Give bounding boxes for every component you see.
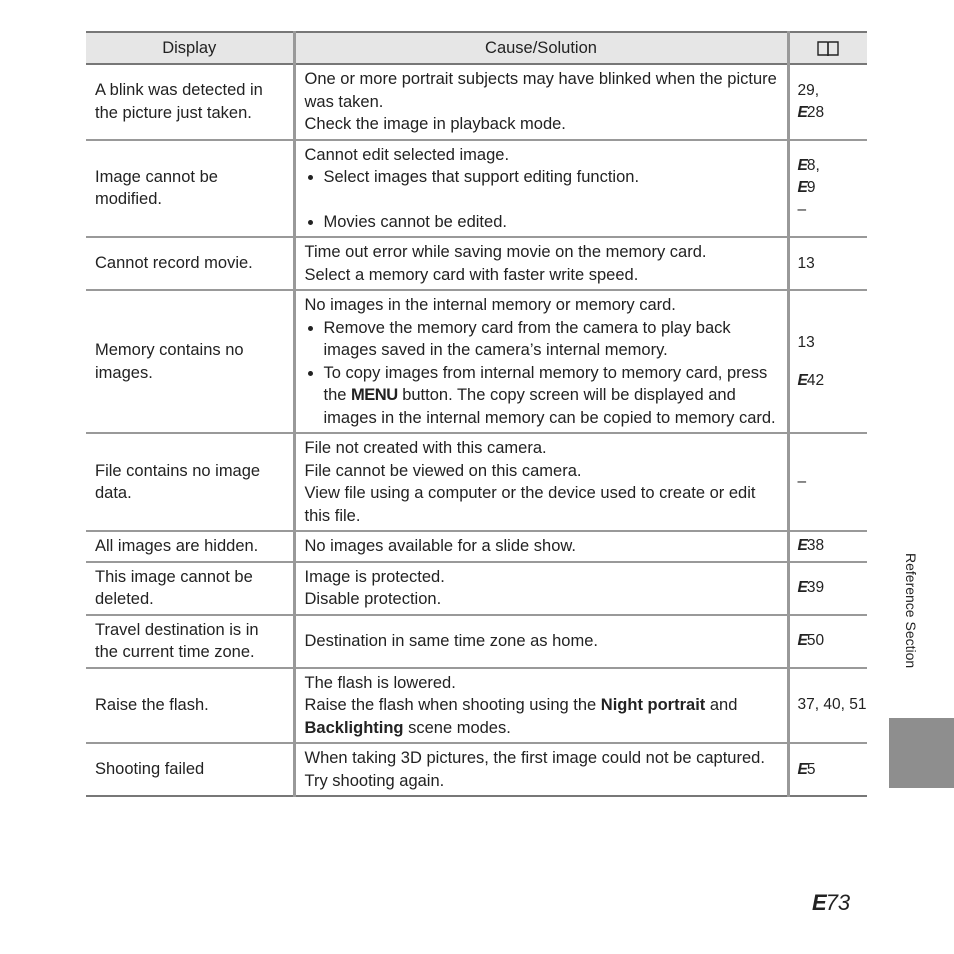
display-cell: File contains no image data. — [86, 433, 294, 531]
bullet-item: Movies cannot be edited. — [305, 211, 779, 234]
reference-line — [798, 759, 860, 781]
menu-button-label: MENU — [351, 386, 398, 404]
cause-text: Check the image in playback mode. — [304, 115, 566, 133]
reference-cell — [788, 743, 867, 796]
cause-text: No images available for a slide show. — [304, 537, 576, 555]
cause-text: The flash is lowered. — [304, 673, 456, 692]
cause-text: View file using a computer or the device used to create or edit this file. — [304, 484, 756, 525]
header-reference — [788, 32, 867, 64]
reference-line: 37, 40, 51 — [797, 696, 867, 714]
cause-text: Time out error while saving movie on the memory card. — [304, 243, 707, 261]
reference-cell — [788, 531, 867, 562]
reference-line — [798, 370, 860, 392]
table-row — [86, 433, 867, 531]
header-cause-solution: Cause/Solution — [294, 32, 788, 64]
cause-cell — [294, 64, 788, 140]
reference-page: 39 — [806, 579, 825, 596]
display-cell: Image cannot be modified. — [86, 140, 294, 238]
reference-cell — [788, 433, 867, 531]
spacer — [305, 189, 779, 211]
reference-line: – — [797, 473, 807, 490]
display-cell: A blink was detected in the picture just taken. — [86, 64, 294, 140]
cause-cell — [294, 237, 788, 290]
e-section-icon: E — [797, 103, 807, 121]
table-row — [86, 615, 867, 668]
reference-page: 28 — [806, 103, 825, 121]
text-run: To copy images from internal memory to memory card, press the — [323, 363, 768, 404]
cause-text: File not created with this camera. — [304, 439, 547, 457]
table-row — [86, 562, 867, 615]
display-cell: Travel destination is in the current time zone. — [86, 615, 294, 668]
reference-page: 42 — [806, 371, 825, 389]
display-cell: All images are hidden. — [86, 531, 294, 562]
e-section-icon: E — [797, 371, 807, 389]
reference-cell — [788, 290, 867, 433]
bold-term: Night portrait — [600, 696, 706, 714]
cause-cell — [294, 290, 788, 433]
display-cell: Cannot record movie. — [86, 237, 294, 290]
e-section-icon: E — [797, 632, 807, 649]
table-row — [86, 237, 867, 290]
reference-cell — [788, 237, 867, 290]
reference-line — [798, 577, 860, 599]
reference-line: 29, — [797, 81, 820, 99]
e-section-icon: E — [797, 537, 807, 555]
reference-page: 8, — [806, 157, 820, 175]
reference-line: – — [797, 201, 807, 219]
cause-text: Destination in same time zone as home. — [304, 631, 598, 650]
reference-cell — [788, 562, 867, 615]
text-run: scene modes. — [403, 718, 511, 737]
display-cell: Shooting failed — [86, 743, 294, 796]
table-row — [86, 290, 867, 433]
section-tab — [889, 718, 954, 788]
e-section-icon: E — [797, 760, 807, 778]
reference-line — [798, 155, 860, 177]
table-row — [86, 140, 867, 238]
cause-cell — [294, 433, 788, 531]
bullet-item: Select images that support editing function. — [305, 166, 779, 189]
cause-cell — [294, 668, 788, 744]
reference-cell — [788, 64, 867, 140]
display-cell: Raise the flash. — [86, 668, 294, 744]
bold-term: Backlighting — [304, 718, 404, 737]
text-run: Raise the flash when shooting using the — [304, 696, 601, 714]
reference-line — [798, 102, 860, 124]
reference-page: 50 — [806, 632, 825, 649]
e-section-icon: E — [812, 890, 826, 915]
book-icon — [816, 40, 840, 57]
cause-text: File cannot be viewed on this camera. — [304, 461, 582, 480]
bullet-item: Remove the memory card from the camera to play back images saved in the camera’s internal memory. — [305, 317, 779, 362]
cause-text: No images in the internal memory or memory card. — [304, 296, 676, 314]
cause-cell — [294, 531, 788, 562]
cause-text: Disable protection. — [304, 590, 442, 608]
reference-line — [798, 535, 860, 557]
e-section-icon: E — [797, 579, 807, 596]
text-run: and — [705, 696, 738, 714]
reference-page: 9 — [806, 179, 816, 197]
cause-cell — [294, 140, 788, 238]
cause-text: When taking 3D pictures, the first image could not be captured. — [304, 749, 765, 767]
cause-cell — [294, 562, 788, 615]
cause-text: One or more portrait subjects may have blinked when the picture was taken. — [304, 70, 777, 111]
cause-text: Cannot edit selected image. — [304, 145, 510, 164]
display-cell: Memory contains no images. — [86, 290, 294, 433]
e-section-icon: E — [797, 179, 807, 197]
table-header-row — [86, 32, 867, 64]
reference-cell — [788, 615, 867, 668]
page-number: E73 — [812, 890, 851, 915]
cause-text: Try shooting again. — [304, 771, 445, 790]
cause-cell — [294, 615, 788, 668]
table-row — [86, 668, 867, 744]
cause-text: Image is protected. — [304, 567, 445, 586]
reference-cell — [788, 140, 867, 238]
bullet-item — [305, 362, 779, 430]
table-row — [86, 743, 867, 796]
header-display: Display — [86, 32, 294, 64]
reference-line: 13 — [797, 333, 815, 351]
troubleshooting-table — [86, 31, 867, 797]
reference-line: 13 — [797, 254, 815, 272]
reference-page: 38 — [806, 537, 825, 555]
reference-line — [798, 630, 860, 652]
side-label: Reference Section — [903, 553, 919, 669]
display-cell: This image cannot be deleted. — [86, 562, 294, 615]
text-run: button. The copy screen will be displayed and images in the internal memory can be copied to memory card. — [323, 386, 776, 427]
reference-line — [798, 177, 860, 199]
table-row — [86, 64, 867, 140]
e-section-icon: E — [797, 157, 807, 175]
cause-text: Select a memory card with faster write speed. — [304, 265, 639, 284]
cause-cell — [294, 743, 788, 796]
cause-text — [305, 694, 779, 739]
table-row — [86, 531, 867, 562]
reference-cell — [788, 668, 867, 744]
reference-page: 5 — [806, 760, 816, 778]
